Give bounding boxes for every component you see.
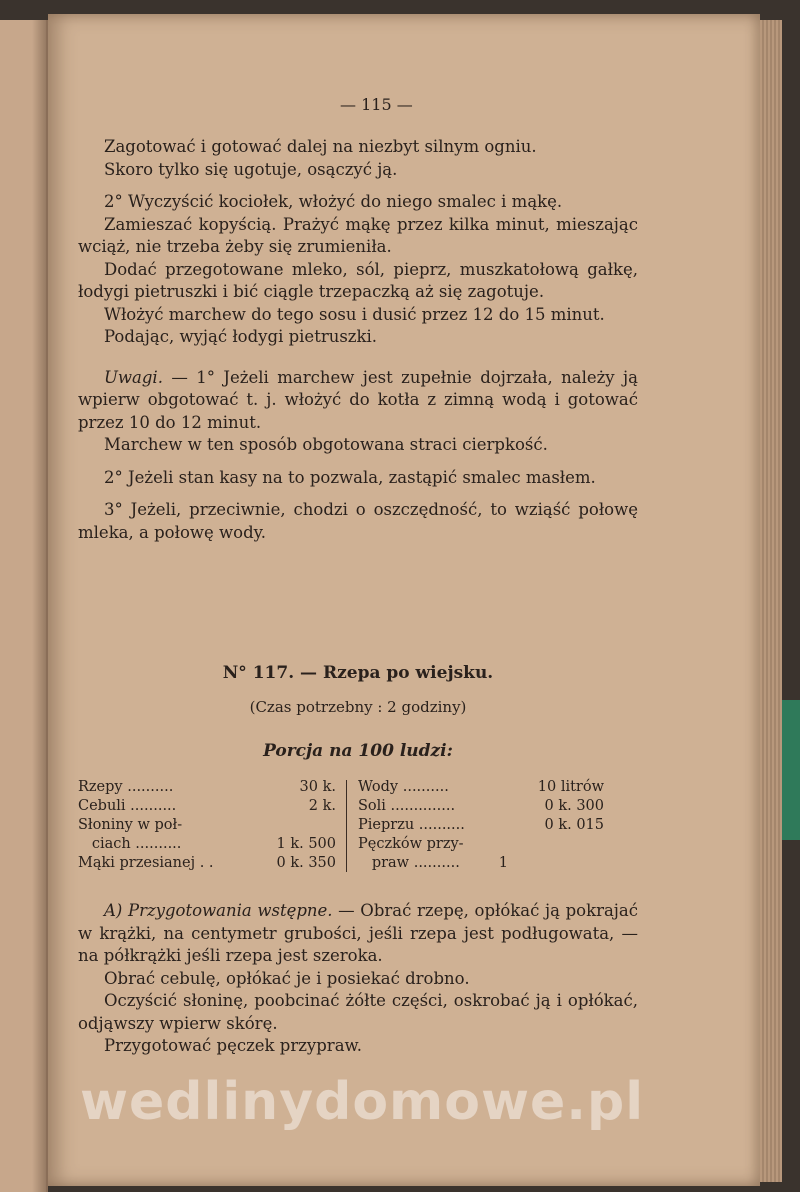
paragraph: Dodać przegotowane mleko, sól, pieprz, muszkatołową gałkę, łodygi pietruszki i bić ciągle trzepaczką aż się zagotuje.: [78, 259, 638, 301]
background-green-strip: [780, 700, 800, 840]
paragraph: Zamieszać kopyścią. Prażyć mąkę przez kilka minut, mieszając wciąż, nie trzeba żeby się zrumieniła.: [78, 214, 638, 256]
paragraph: Oczyścić słoninę, poobcinać żółte części, oskrobać ją i opłókać, odjąwszy wpierw skórę.: [78, 991, 638, 1033]
ingredient-row: Cebuli .......... 2 k.: [78, 798, 336, 814]
book-page: [48, 14, 760, 1186]
ingredient-row: Wody .......... 10 litrów: [358, 779, 604, 795]
paragraph: Zagotować i gotować dalej na niezbyt silnym ogniu.: [104, 137, 537, 156]
uwagi-label: Uwagi.: [104, 367, 163, 387]
recipe-number: N° 117.: [222, 663, 295, 683]
paragraph: 2° Jeżeli stan kasy na to pozwala, zastąpić smalec masłem.: [104, 467, 596, 487]
prep-text: — Obrać rzepę, opłókać ją pokrajać w krążki, na centymetr grubości, jeśli rzepa jest podługowata, — na półkrążki jeśli rzepa jest szeroka.: [78, 901, 638, 965]
page-stack-edge: [760, 20, 782, 1182]
paragraph: 2° Wyczyścić kociołek, włożyć do niego smalec i mąkę.: [104, 192, 563, 211]
paragraph: Podając, wyjąć łodygi pietruszki.: [104, 327, 378, 346]
uwagi-paragraph: [78, 367, 638, 435]
paragraph: Obrać cebulę, opłókać je i posiekać drobno.: [104, 968, 470, 988]
paragraph: Skoro tylko się ugotuje, osączyć ją.: [104, 159, 398, 179]
paragraph: Marchew w ten sposób obgotowana straci cierpkość.: [104, 435, 548, 454]
ingredients-left-column: [78, 778, 336, 873]
ingredients-table: [78, 778, 638, 878]
recipe-heading: [78, 662, 638, 685]
ingredient-row: Soli .............. 0 k. 300: [358, 798, 604, 814]
ingredients-right-column: [358, 778, 604, 873]
ingredient-row: Pęczków przy-: [358, 836, 464, 852]
ingredient-row: Pieprzu .......... 0 k. 015: [358, 817, 604, 833]
ingredient-row: Mąki przesianej . . 0 k. 350: [78, 855, 336, 871]
paragraph: Przygotować pęczek przypraw.: [104, 1036, 362, 1055]
ingredient-row: ciach .......... 1 k. 500: [78, 836, 336, 852]
ingredient-row: Rzepy .......... 30 k.: [78, 779, 336, 795]
ingredient-row: Słoniny w poł-: [78, 817, 183, 833]
prep-label: A) Przygotowania wstępne.: [104, 901, 333, 920]
top-section: [78, 136, 638, 544]
watermark: wedlinydomowe.pl: [80, 1072, 645, 1132]
table-divider: [346, 780, 347, 872]
prep-paragraph: [78, 900, 638, 968]
ingredient-row: praw .......... 1: [358, 855, 508, 871]
uwagi-text: — 1° Jeżeli marchew jest zupełnie dojrzała, należy ją wpierw obgotować t. j. włożyć do kotła z zimną wodą i gotować przez 10 do 12 minut.: [78, 367, 638, 432]
preparation-section: [78, 900, 638, 1058]
left-page-edge: [0, 20, 48, 1192]
paragraph: Włożyć marchew do tego sosu i dusić przez 12 do 15 minut.: [104, 304, 605, 324]
page-number: — 115 —: [340, 95, 413, 114]
portion-heading: Porcja na 100 ludzi:: [263, 741, 453, 761]
paragraph: 3° Jeżeli, przeciwnie, chodzi o oszczędność, to wziąść połowę mleka, a połowę wody.: [78, 500, 638, 542]
recipe-title: — Rzepa po wiejsku.: [294, 663, 494, 683]
time-required: (Czas potrzebny : 2 godziny): [249, 698, 467, 716]
